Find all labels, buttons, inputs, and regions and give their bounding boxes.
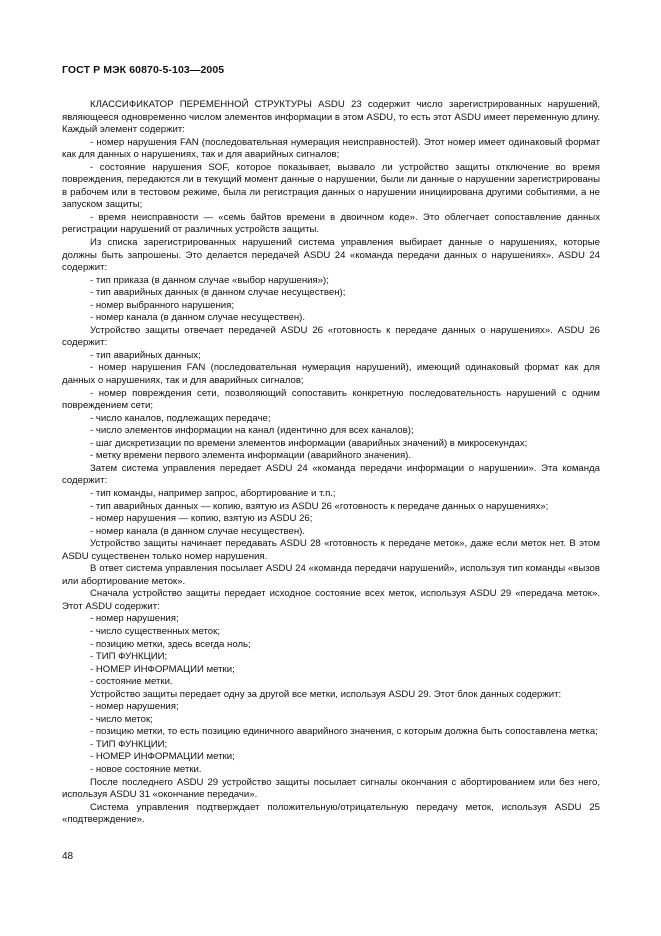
list-item: - тип приказа (в данном случае «выбор нарушения»); — [90, 274, 329, 286]
list-item: - число существенных меток; — [90, 625, 221, 637]
list-item: - состояние нарушения SOF, которое показывает, вызвало ли устройство защиты отключение во время повреждения, передаются ли в текущий момент данные о нарушении, были ли данные о нарушении зарегистрированы в рабочем или в тестовом режиме, была ли регистрация данных о нарушении инициирована другими событиями, а не запуском защиты; — [62, 161, 600, 211]
list-item: - шаг дискретизации по времени элементов информации (аварийных значений) в микросекундах; — [90, 437, 528, 449]
paragraph: КЛАССИФИКАТОР ПЕРЕМЕННОЙ СТРУКТУРЫ ASDU 23 содержит число зарегистрированных нарушений, являющееся одновременно числом элементов информации в этом ASDU, то есть этот ASDU имеет переменную длину. Каждый элемент содержит: — [62, 99, 600, 136]
list-item: - позицию метки, здесь всегда ноль; — [90, 638, 251, 650]
list-item: - число каналов, подлежащих передаче; — [90, 412, 271, 424]
list-item: - номер канала (в данном случае несуществен). — [90, 525, 306, 537]
list-item: - номер нарушения; — [90, 613, 179, 625]
paragraph: Система управления подтверждает положительную/отрицательную передачу меток, используя ASDU 25 «подтверждение». — [62, 801, 600, 826]
list-item: - тип команды, например запрос, абортирование и т.п.; — [90, 487, 336, 499]
page-number: 48 — [62, 851, 74, 862]
list-item: - новое состояние метки. — [90, 763, 202, 775]
list-item: - метку времени первого элемента информации (аварийного значения). — [90, 450, 412, 462]
list-item: - номер нарушения FAN (последовательная нумерация неисправностей). Этот номер имеет одинаковый формат как для данных о нарушениях, так и для аварийных сигналов; — [62, 136, 600, 161]
list-item: - номер канала (в данном случае несуществен). — [90, 312, 306, 324]
list-item: - номер нарушения — копию, взятую из ASDU 26; — [90, 513, 313, 525]
list-item: - состояние метки. — [90, 676, 173, 688]
list-item: - тип аварийных данных; — [90, 349, 201, 361]
paragraph: Сначала устройство защиты передает исходное состояние всех меток, используя ASDU 29 «передача меток». Этот ASDU содержит: — [62, 588, 600, 612]
list-item: - число меток; — [90, 713, 153, 725]
document-body — [62, 99, 600, 827]
paragraph: Устройство защиты начинает передавать ASDU 28 «готовность к передаче меток», даже если меток нет. В этом ASDU существенен только номер нарушения. — [62, 538, 600, 562]
list-item: - НОМЕР ИНФОРМАЦИИ метки; — [90, 663, 235, 675]
document-header: ГОСТ Р МЭК 60870-5-103—2005 — [62, 64, 225, 76]
list-item: - ТИП ФУНКЦИИ; — [90, 738, 168, 750]
list-item: - число элементов информации на канал (идентично для всех каналов); — [90, 425, 414, 437]
paragraph: Затем система управления передает ASDU 24 «команда передачи информации о нарушении». Эта команда содержит: — [62, 462, 600, 487]
list-item: - позицию метки, то есть позицию единичного аварийного значения, с которым должна быть сопоставлена метка; — [90, 726, 598, 738]
list-item: - номер нарушения; — [90, 701, 179, 713]
paragraph: Из списка зарегистрированных нарушений система управления выбирает данные о нарушениях, которые должны быть запрошены. Это делается передачей ASDU 24 «команда передачи данных о нарушениях». ASDU 24 содержит: — [62, 237, 600, 274]
paragraph: Устройство защиты отвечает передачей ASDU 26 «готовность к передаче данных о нарушениях». ASDU 26 содержит: — [62, 324, 600, 349]
list-item: - ТИП ФУНКЦИИ; — [90, 651, 168, 663]
list-item: - НОМЕР ИНФОРМАЦИИ метки; — [90, 751, 235, 763]
list-item: - время неисправности — «семь байтов времени в двоичном коде». Это облегчает сопоставление данных регистрации нарушений от различных устройств защиты. — [62, 211, 600, 236]
paragraph: Устройство защиты передает одну за другой все метки, используя ASDU 29. Этот блок данных содержит: — [90, 688, 562, 700]
list-item: - номер нарушения FAN (последовательная нумерация нарушений), имеющий одинаковый формат как для данных о нарушениях, так и для аварийных сигналов; — [62, 362, 600, 387]
list-item: - номер выбранного нарушения; — [90, 299, 235, 311]
paragraph: В ответ система управления посылает ASDU 24 «команда передачи нарушений», используя тип команды «вызов или абортирование меток». — [62, 563, 600, 587]
paragraph: После последнего ASDU 29 устройство защиты посылает сигналы окончания с абортированием или без него, используя ASDU 31 «окончание передачи». — [62, 776, 600, 801]
list-item: - тип аварийных данных — копию, взятую из ASDU 26 «готовность к передаче данных о нарушениях»; — [90, 500, 549, 512]
list-item: - номер повреждения сети, позволяющий сопоставить конкретную последовательность нарушений с одним повреждением сети; — [62, 387, 600, 412]
list-item: - тип аварийных данных (в данном случае несуществен); — [90, 287, 346, 299]
